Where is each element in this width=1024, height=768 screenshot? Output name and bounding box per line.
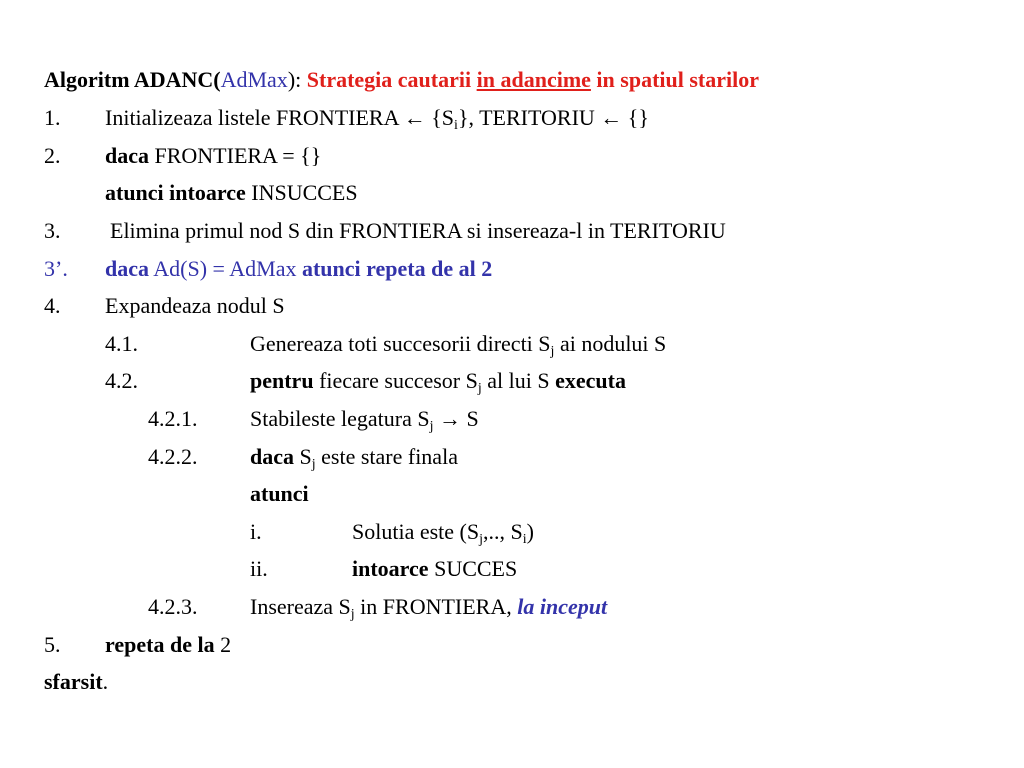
algorithm-title: [44, 67, 759, 93]
step-ii-text: SUCCES: [428, 556, 518, 581]
step-4-2-3-number: 4.2.3.: [148, 594, 198, 619]
step-3-prime-keyword-a: daca: [105, 256, 149, 281]
step-4-1-sub: j: [550, 344, 555, 359]
title-close: ):: [287, 67, 307, 92]
title-param: AdMax: [220, 67, 288, 92]
step-4-2-2: [250, 444, 458, 470]
step-3-prime: [105, 256, 492, 282]
end-text: .: [102, 669, 109, 694]
step-i-sub-a: j: [479, 532, 483, 547]
step-i-text-c: ): [526, 519, 534, 544]
step-1-text-b: }, TERITORIU ← {}: [457, 105, 649, 130]
step-3-prime-number: 3’.: [44, 256, 68, 281]
step-2-then-text: INSUCCES: [245, 180, 358, 205]
step-4-2-2-number: 4.2.2.: [148, 444, 198, 469]
step-4-2-1-number: 4.2.1.: [148, 406, 198, 431]
step-2-then-keyword: atunci intoarce: [105, 180, 246, 205]
step-4: Expandeaza nodul S: [105, 293, 285, 318]
title-strategy-underlined: in adancime: [476, 67, 591, 92]
step-i-number: i.: [250, 519, 262, 544]
step-2-then: [105, 180, 358, 206]
step-2-text: FRONTIERA = {}: [149, 143, 322, 168]
step-4-1-text-b: ai nodului S: [554, 331, 667, 356]
step-4-2-3: [250, 594, 607, 620]
step-5-text: 2: [214, 632, 232, 657]
step-4-2-3-sub: j: [350, 607, 355, 622]
step-5-keyword: repeta de la: [105, 632, 215, 657]
step-4-2-3-emphasis: la inceput: [517, 594, 608, 619]
step-1-text-a: Initializeaza listele FRONTIERA ← {S: [105, 105, 455, 130]
step-4-2-1: [250, 406, 479, 432]
step-4-2-1-text-b: → S: [433, 406, 479, 431]
step-4-2: [250, 368, 626, 394]
step-i-text-a: Solutia este (S: [352, 519, 480, 544]
step-ii-keyword: intoarce: [352, 556, 429, 581]
step-4-1-text-a: Genereaza toti succesorii directi S: [250, 331, 551, 356]
step-i: [352, 519, 534, 545]
step-3-number: 3.: [44, 218, 61, 243]
step-ii-number: ii.: [250, 556, 268, 581]
title-strategy-b: in spatiul starilor: [590, 67, 759, 92]
step-4-2-2-text-a: S: [294, 444, 312, 469]
step-4-2-2-text-b: este stare finala: [315, 444, 458, 469]
step-4-2-sub: j: [477, 381, 482, 396]
step-3-prime-text: Ad(S) = AdMax: [149, 256, 302, 281]
step-4-1-number: 4.1.: [105, 331, 138, 356]
step-2: [105, 143, 321, 169]
step-4-2-2-sub: j: [311, 457, 316, 472]
title-alg: Algoritm ADANC(: [44, 67, 221, 92]
step-ii: [352, 556, 517, 582]
step-4-2-1-sub: j: [429, 419, 434, 434]
step-4-2-2-then: atunci: [250, 481, 309, 506]
step-4-1: [250, 331, 666, 357]
step-i-sub-b: i: [522, 532, 527, 547]
step-4-2-number: 4.2.: [105, 368, 138, 393]
step-5: [105, 632, 231, 658]
step-3: Elimina primul nod S din FRONTIERA si insereaza-l in TERITORIU: [110, 218, 726, 243]
step-1: [105, 105, 649, 131]
step-4-2-3-text-a: Insereaza S: [250, 594, 351, 619]
algorithm-end: [44, 669, 108, 695]
step-5-number: 5.: [44, 632, 61, 657]
step-i-text-b: ,.., S: [483, 519, 523, 544]
end-keyword: sfarsit: [44, 669, 103, 694]
step-1-sub: i: [454, 118, 458, 133]
title-strategy-a: Strategia cautarii: [306, 67, 477, 92]
step-2-number: 2.: [44, 143, 61, 168]
step-4-2-keyword-a: pentru: [250, 368, 314, 393]
step-4-number: 4.: [44, 293, 61, 318]
step-4-2-1-text-a: Stabileste legatura S: [250, 406, 430, 431]
step-4-2-text-a: fiecare succesor S: [313, 368, 478, 393]
step-4-2-text-b: al lui S: [481, 368, 556, 393]
step-3-prime-keyword-b: atunci repeta de al 2: [301, 256, 493, 281]
step-4-2-2-keyword: daca: [250, 444, 294, 469]
step-4-2-keyword-b: executa: [555, 368, 626, 393]
step-4-2-3-text-b: in FRONTIERA,: [354, 594, 518, 619]
step-1-number: 1.: [44, 105, 61, 130]
step-2-keyword: daca: [105, 143, 149, 168]
